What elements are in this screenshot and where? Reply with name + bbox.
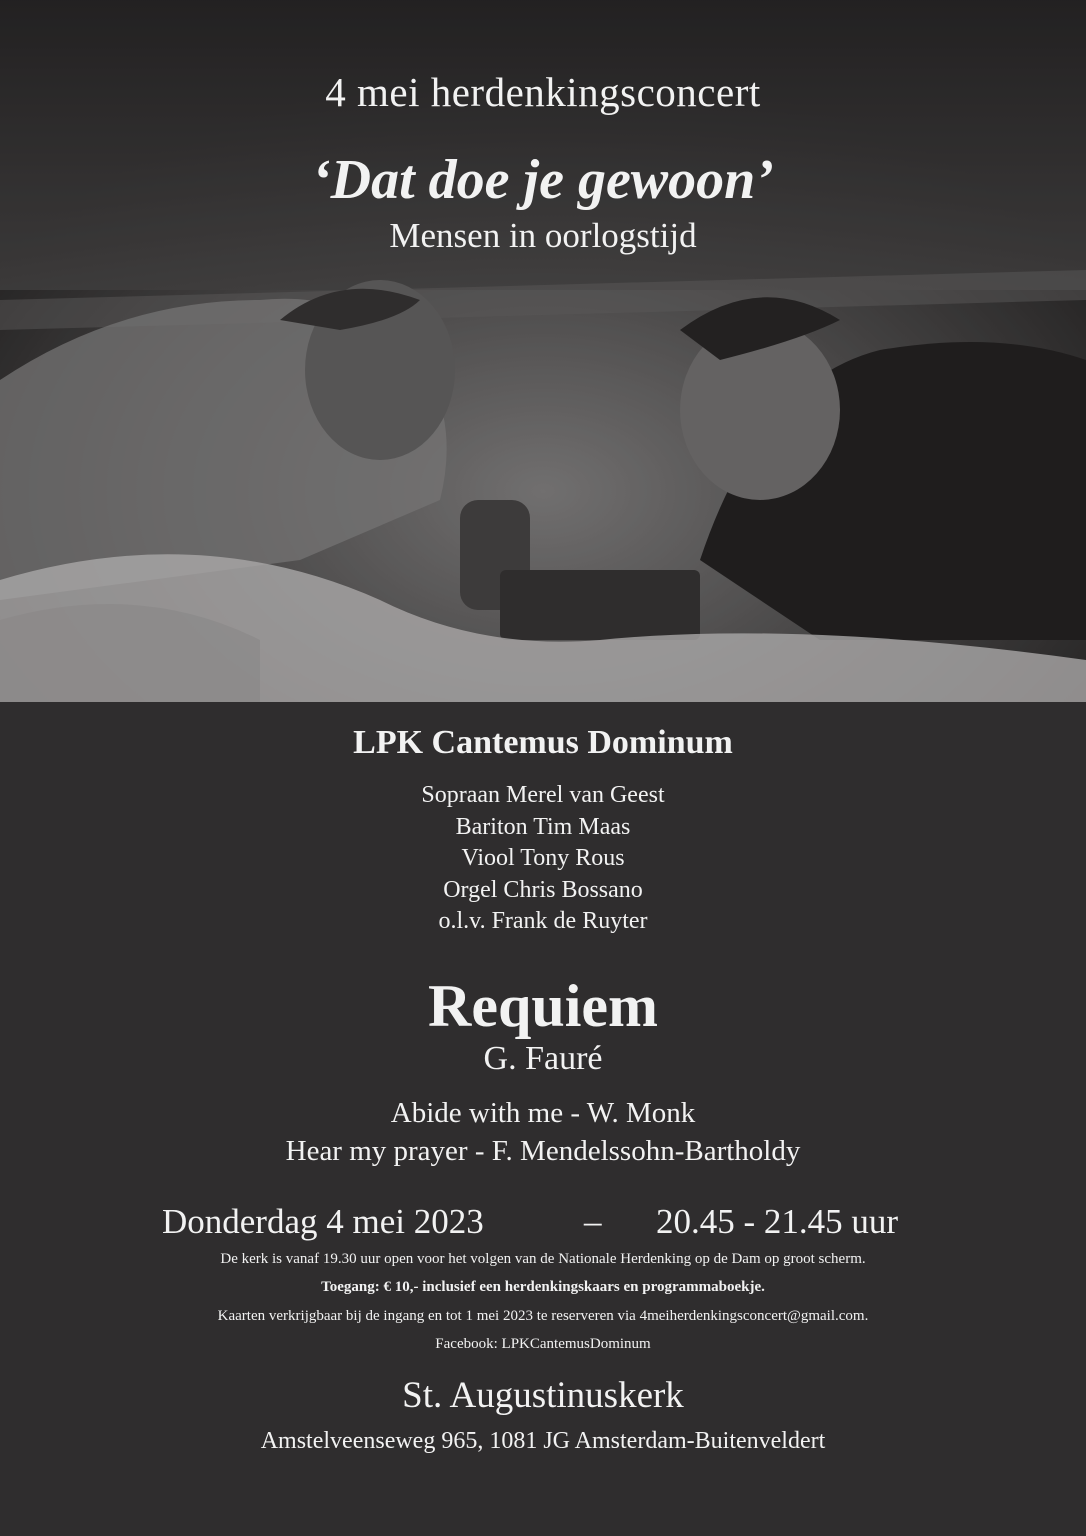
- event-date: Donderdag 4 mei 2023: [162, 1202, 484, 1241]
- main-work-title: Requiem: [428, 973, 658, 1039]
- facebook-handle: Facebook: LPKCantemusDominum: [435, 1336, 651, 1352]
- venue-address: Amstelveenseweg 965, 1081 JG Amsterdam-Buitenveldert: [260, 1428, 826, 1454]
- ticket-info: Kaarten verkrijgbaar bij de ingang en tot 1 mei 2023 te reserveren via 4meiherdenkingsconcert@gmail.com.: [217, 1308, 869, 1324]
- choir-name: LPK Cantemus Dominum: [353, 724, 733, 761]
- event-eyebrow: 4 mei herdenkingsconcert: [325, 69, 761, 115]
- main-work-composer: G. Fauré: [483, 1040, 603, 1077]
- venue-name: St. Augustinuskerk: [402, 1375, 684, 1416]
- performer-violin: Viool Tony Rous: [461, 845, 625, 871]
- work-item: Abide with me - W. Monk: [390, 1097, 696, 1129]
- admission-price: Toegang: € 10,- inclusief een herdenkingskaars en programmaboekje.: [321, 1279, 765, 1295]
- performer-baritone: Bariton Tim Maas: [455, 813, 631, 840]
- event-time: 20.45 - 21.45 uur: [656, 1202, 899, 1241]
- work-item: Hear my prayer - F. Mendelssohn-Bartholdy: [285, 1135, 801, 1167]
- poster-title: ‘Dat doe je gewoon’: [312, 149, 774, 211]
- church-open-note: De kerk is vanaf 19.30 uur open voor het volgen van de Nationale Herdenking op de Dam op groot scherm.: [220, 1251, 866, 1267]
- date-time-row: [0, 1202, 1086, 1246]
- date-time-separator: –: [584, 1202, 602, 1241]
- performer-conductor: o.l.v. Frank de Ruyter: [438, 908, 648, 934]
- other-works-list: [0, 1094, 1086, 1170]
- poster-subtitle: Mensen in oorlogstijd: [389, 216, 697, 255]
- performer-organ: Orgel Chris Bossano: [443, 876, 643, 903]
- performer-soprano: Sopraan Merel van Geest: [421, 782, 665, 808]
- performer-list: [0, 780, 1086, 938]
